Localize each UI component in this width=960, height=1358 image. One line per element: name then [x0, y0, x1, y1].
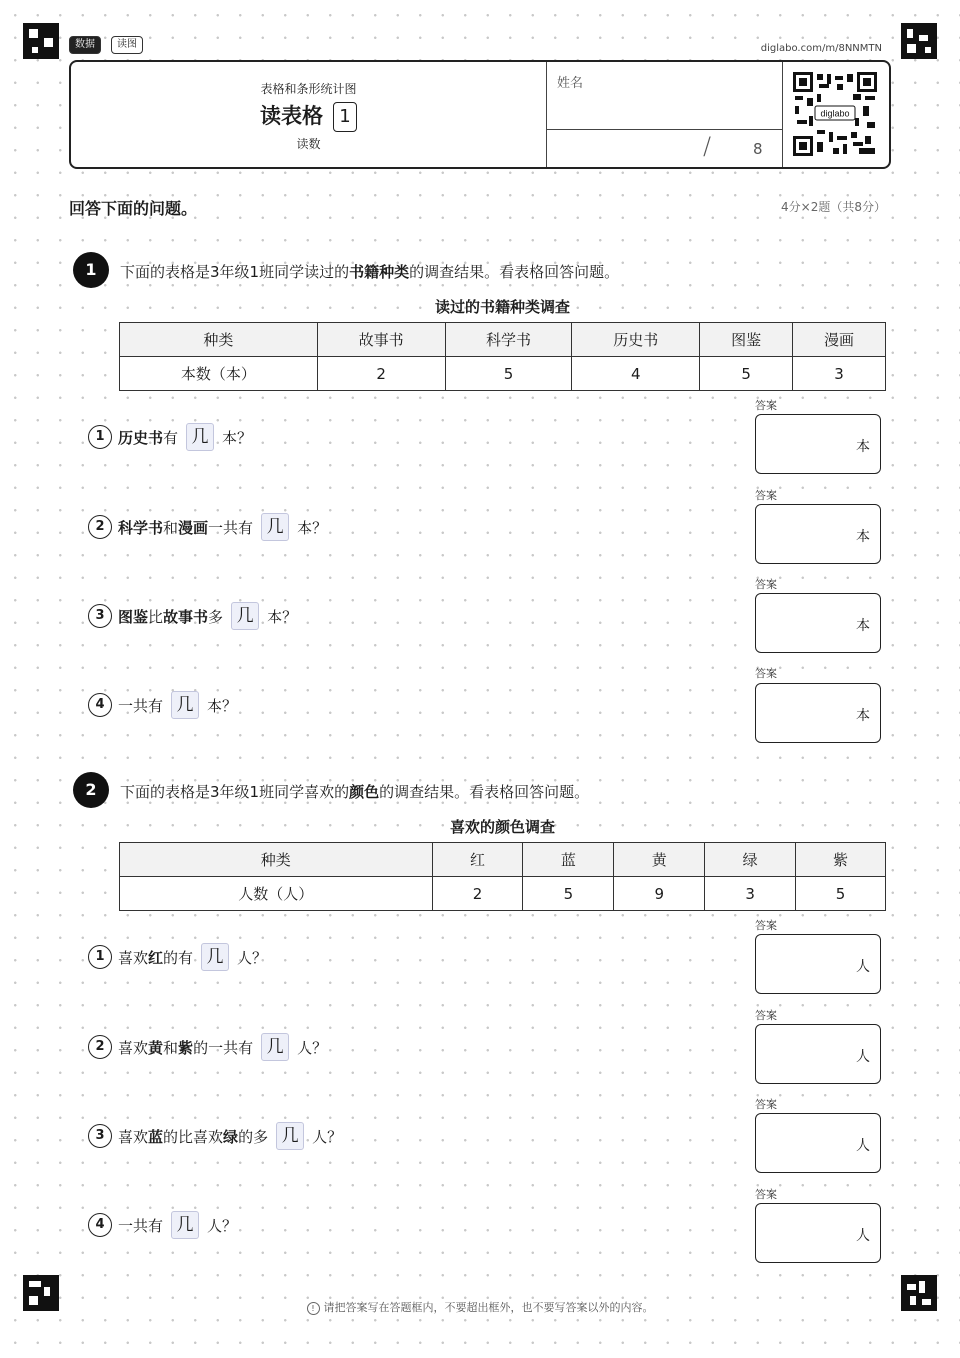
answer-box-1-2[interactable]: 本 — [755, 504, 881, 564]
table-1 — [119, 322, 886, 391]
table-cell: 3 — [705, 877, 796, 911]
table-cell: 人数（人） — [120, 877, 433, 911]
table-cell: 9 — [614, 877, 705, 911]
table-row — [120, 323, 886, 357]
worksheet-url: diglabo.com/m/8NNMTN — [760, 43, 882, 54]
info-icon: ! — [307, 1302, 320, 1315]
table-header-cell: 黄 — [614, 843, 705, 877]
tag-data: 数据 — [69, 36, 101, 54]
table-cell: 5 — [796, 877, 886, 911]
answer-label: 答案 — [755, 1009, 777, 1022]
table-header-cell: 红 — [432, 843, 523, 877]
footer-note: ! 请把答案写在答题框内，不要超出框外，也不要写答案以外的内容。 — [0, 1299, 960, 1315]
table-2 — [119, 842, 886, 911]
table-row — [120, 357, 886, 391]
table-cell: 5 — [523, 877, 614, 911]
question-2-number: 2 — [73, 772, 109, 808]
question-2-2: 2 喜欢 黄 和 紫 的一共有 几 人？ — [88, 1034, 327, 1060]
table-header-cell: 故事书 — [317, 323, 445, 357]
question-1-1: 1 历史书 有 几 本？ — [88, 424, 252, 450]
answer-box-2-4[interactable]: 人 — [755, 1203, 881, 1263]
answer-box-2-2[interactable]: 人 — [755, 1024, 881, 1084]
table-cell: 5 — [700, 357, 793, 391]
worksheet-header — [69, 60, 891, 169]
table-header-cell: 漫画 — [793, 323, 886, 357]
answer-label: 答案 — [755, 578, 777, 591]
table-header-cell: 紫 — [796, 843, 886, 877]
answer-box-1-3[interactable]: 本 — [755, 593, 881, 653]
answer-label: 答案 — [755, 489, 777, 502]
question-2-text: 下面的表格是3年级1班同学喜欢的颜色的调查结果。看表格回答问题。 — [120, 783, 590, 801]
question-2-4: 4 一共有 几 人？ — [88, 1212, 237, 1238]
table-row — [120, 843, 886, 877]
qr-code-icon — [793, 72, 877, 156]
table-header-cell: 图鉴 — [700, 323, 793, 357]
table-header-cell: 历史书 — [572, 323, 700, 357]
table-cell: 本数（本） — [120, 357, 318, 391]
table-header-cell: 种类 — [120, 843, 433, 877]
score-total: 8 — [753, 140, 763, 158]
question-1-3: 3 图鉴 比 故事书 多 几 本？ — [88, 603, 297, 629]
table-row — [120, 877, 886, 911]
answer-label: 答案 — [755, 919, 777, 932]
worksheet-title: 读表格 1 — [71, 100, 546, 132]
tag-read-chart: 读图 — [111, 36, 143, 54]
answer-box-2-3[interactable]: 人 — [755, 1113, 881, 1173]
question-2-3: 3 喜欢 蓝 的比喜欢 绿 的多 几 人？ — [88, 1123, 342, 1149]
worksheet-topic: 读数 — [296, 137, 321, 151]
answer-box-1-1[interactable]: 本 — [755, 414, 881, 474]
table-1-title: 读过的书籍种类调查 — [434, 298, 570, 316]
question-1-number: 1 — [73, 252, 109, 288]
table-cell: 3 — [793, 357, 886, 391]
corner-marker-top-left — [23, 23, 59, 59]
points-info: 4分×2题（共8分） — [781, 200, 886, 214]
table-cell: 4 — [572, 357, 700, 391]
answer-box-2-1[interactable]: 人 — [755, 934, 881, 994]
unit-subtitle: 表格和条形统计图 — [260, 82, 357, 96]
answer-label: 答案 — [755, 667, 777, 680]
question-1-text: 下面的表格是3年级1班同学读过的书籍种类的调查结果。看表格回答问题。 — [120, 263, 620, 281]
question-1-2: 2 科学书 和 漫画 一共有 几 本？ — [88, 514, 327, 540]
table-cell: 2 — [432, 877, 523, 911]
table-header-cell: 种类 — [120, 323, 318, 357]
table-2-title: 喜欢的颜色调查 — [449, 818, 555, 836]
table-cell: 5 — [445, 357, 572, 391]
answer-box-1-4[interactable]: 本 — [755, 683, 881, 743]
qr-brand-text: diglabo — [820, 108, 850, 119]
table-cell: 2 — [317, 357, 445, 391]
instructions: 回答下面的问题。 — [69, 199, 198, 218]
worksheet-number: 1 — [333, 102, 357, 132]
table-header-cell: 蓝 — [523, 843, 614, 877]
table-header-cell: 绿 — [705, 843, 796, 877]
name-field-label: 姓名 — [557, 76, 584, 91]
table-header-cell: 科学书 — [445, 323, 572, 357]
score-slash: / — [703, 132, 712, 160]
answer-label: 答案 — [755, 1098, 777, 1111]
question-1-4: 4 一共有 几 本？ — [88, 692, 237, 718]
answer-label: 答案 — [755, 399, 777, 412]
answer-label: 答案 — [755, 1188, 777, 1201]
corner-marker-top-right — [901, 23, 937, 59]
question-2-1: 1 喜欢 红 的有 几 人？ — [88, 944, 267, 970]
